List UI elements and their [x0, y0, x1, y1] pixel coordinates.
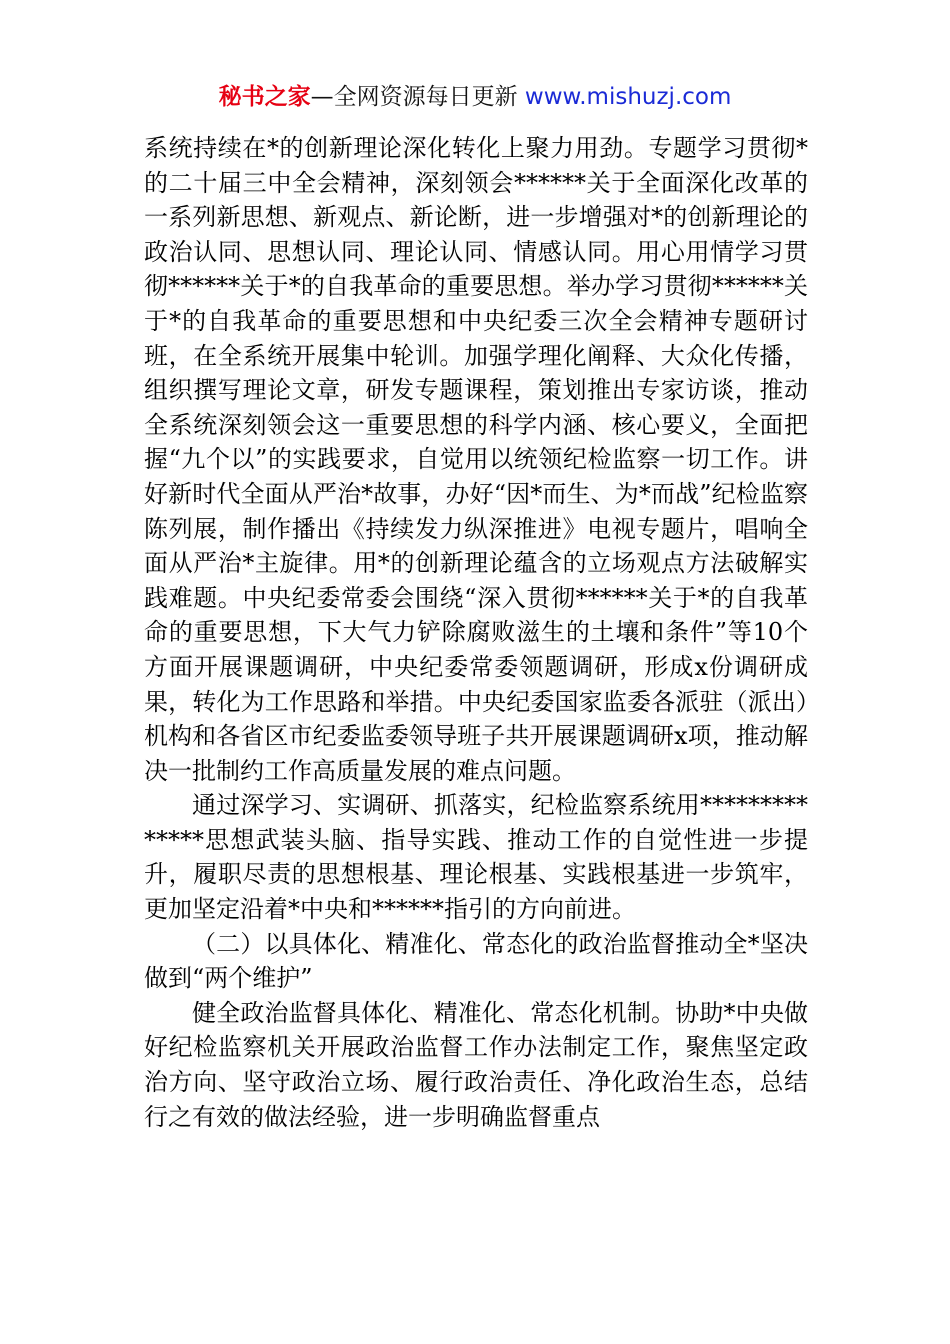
header-slogan: —全网资源每日更新: [310, 84, 525, 110]
paragraph-1: 系统持续在*的创新理论深化转化上聚力用劲。专题学习贯彻*的二十届三中全会精神，深刻领会******关于全面深化改革的一系列新思想、新观点、新论断，进一步增强对*的创新理论的政治认同、思想认同、理论认同、情感认同。用心用情学习贯彻******关于*的自我革命的重要思想。举办学习贯彻******关于*的自我革命的重要思想和中央纪委三次全会精神专题研讨班，在全系统开展集中轮训。加强学理化阐释、大众化传播，组织撰写理论文章，研发专题课程，策划推出专家访谈，推动全系统深刻领会这一重要思想的科学内涵、核心要义，全面把握“九个以”的实践要求，自觉用以统领纪检监察一切工作。讲好新时代全面从严治*故事，办好“因*而生、为*而战”纪检监察陈列展，制作播出《持续发力纵深推进》电视专题片，唱响全面从严治*主旋律。用*的创新理论蕴含的立场观点方法破解实践难题。中央纪委常委会围绕“深入贯彻******关于*的自我革命的重要思想，下大气力铲除腐败滋生的土壤和条件”等10个方面开展课题调研，中央纪委常委领题调研，形成x份调研成果，转化为工作思路和举措。中央纪委国家监委各派驻（派出）机构和各省区市纪委监委领导班子共开展课题调研x项，推动解决一批制约工作高质量发展的难点问题。: [144, 134, 808, 785]
section-heading: （二）以具体化、精准化、常态化的政治监督推动全*坚决做到“两个维护”: [144, 929, 808, 993]
document-body: [144, 131, 808, 1134]
page-header: [0, 80, 950, 114]
paragraph-3: 健全政治监督具体化、精准化、常态化机制。协助*中央做好纪检监察机关开展政治监督工作办法制定工作，聚焦坚定政治方向、坚守政治立场、履行政治责任、净化政治生态，总结行之有效的做法经验，进一步明确监督重点: [144, 998, 808, 1131]
paragraph-2: 通过深学习、实调研、抓落实，纪检监察系统用**************思想武装头脑、指导实践、推动工作的自觉性进一步提升，履职尽责的思想根基、理论根基、实践根基进一步筑牢，更加坚定沿着*中央和******指引的方向前进。: [144, 791, 808, 924]
header-site-link[interactable]: www.mishuzj.com: [524, 84, 732, 110]
header-brand: 秘书之家: [218, 84, 311, 110]
